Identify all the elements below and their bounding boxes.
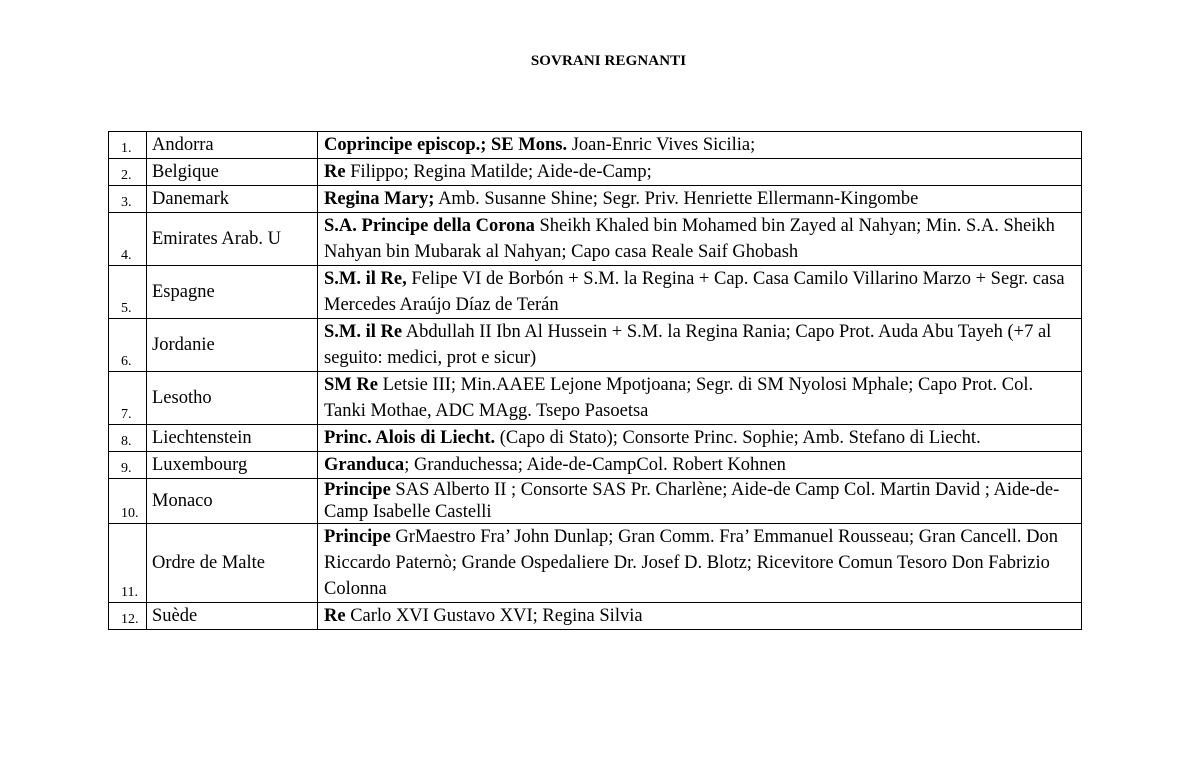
members-cell xyxy=(318,319,1082,372)
title-bold: S.A. Principe della Corona xyxy=(324,216,535,236)
members-cell xyxy=(318,186,1082,213)
members-cell xyxy=(318,213,1082,266)
members-cell xyxy=(318,425,1082,452)
table-row xyxy=(109,159,1082,186)
members-cell xyxy=(318,603,1082,630)
row-number: 11. xyxy=(109,524,147,603)
country-cell: Lesotho xyxy=(147,372,318,425)
members-text: Filippo; Regina Matilde; Aide-de-Camp; xyxy=(345,162,652,182)
title-bold: Re xyxy=(324,162,346,182)
sovereigns-table xyxy=(108,131,1082,630)
table-row xyxy=(109,319,1082,372)
row-number: 9. xyxy=(109,452,147,479)
members-text: (Capo di Stato); Consorte Princ. Sophie; Amb. Stefano di Liecht. xyxy=(495,428,981,448)
members-text: ; Granduchessa; Aide-de-CampCol. Robert Kohnen xyxy=(404,455,786,475)
title-bold: S.M. il Re xyxy=(324,322,403,342)
table-row xyxy=(109,524,1082,603)
table-row xyxy=(109,452,1082,479)
members-cell xyxy=(318,132,1082,159)
country-cell: Emirates Arab. U xyxy=(147,213,318,266)
members-cell xyxy=(318,372,1082,425)
members-text: Felipe VI de Borbón + S.M. la Regina + Cap. Casa Camilo Villarino Marzo + Segr. casa Mercedes Araújo Díaz de Terán xyxy=(324,269,1065,315)
document-title: SOVRANI REGNANTI xyxy=(530,53,687,69)
members-text: Amb. Susanne Shine; Segr. Priv. Henriette Ellermann-Kingombe xyxy=(434,189,919,209)
members-text: Abdullah II Ibn Al Hussein + S.M. la Regina Rania; Capo Prot. Auda Abu Tayeh (+7 al seguito: medici, prot e sicur) xyxy=(324,322,1052,368)
row-number: 8. xyxy=(109,425,147,452)
title-bold: Regina Mary; xyxy=(324,189,435,209)
table-row xyxy=(109,479,1082,524)
title-bold: Principe xyxy=(324,480,391,500)
row-number: 10. xyxy=(109,479,147,524)
members-cell xyxy=(318,452,1082,479)
title-bold: Principe xyxy=(324,527,391,547)
table-row xyxy=(109,266,1082,319)
row-number: 4. xyxy=(109,213,147,266)
members-text: Joan-Enric Vives Sicilia; xyxy=(567,135,756,155)
row-number: 5. xyxy=(109,266,147,319)
country-cell: Ordre de Malte xyxy=(147,524,318,603)
title-bold: SM Re xyxy=(324,375,378,395)
row-number: 2. xyxy=(109,159,147,186)
country-cell: Suède xyxy=(147,603,318,630)
country-cell: Liechtenstein xyxy=(147,425,318,452)
table-row xyxy=(109,603,1082,630)
table-row xyxy=(109,372,1082,425)
row-number: 6. xyxy=(109,319,147,372)
members-text: Letsie III; Min.AAEE Lejone Mpotjoana; Segr. di SM Nyolosi Mphale; Capo Prot. Col. Tanki Mothae, ADC MAgg. Tsepo Pasoetsa xyxy=(324,375,1034,421)
title-bold: Re xyxy=(324,606,346,626)
table-row xyxy=(109,213,1082,266)
members-text: GrMaestro Fra’ John Dunlap; Gran Comm. Fra’ Emmanuel Rousseau; Gran Cancell. Don Riccardo Paternò; Grande Ospedaliere Dr. Josef D. Blotz; Ricevitore Comun Tesoro Don Fabrizio Colonna xyxy=(324,527,1059,599)
title-bold: Princ. Alois di Liecht. xyxy=(324,428,496,448)
row-number: 3. xyxy=(109,186,147,213)
members-cell xyxy=(318,266,1082,319)
members-text: Sheikh Khaled bin Mohamed bin Zayed al Nahyan; Min. S.A. Sheikh Nahyan bin Mubarak al Nahyan; Capo casa Reale Saif Ghobash xyxy=(324,216,1055,262)
country-cell: Monaco xyxy=(147,479,318,524)
members-cell xyxy=(318,524,1082,603)
row-number: 12. xyxy=(109,603,147,630)
members-cell xyxy=(318,479,1082,524)
country-cell: Belgique xyxy=(147,159,318,186)
title-bold: S.M. il Re, xyxy=(324,269,407,289)
title-bold: Granduca xyxy=(324,455,405,475)
table-row xyxy=(109,186,1082,213)
row-number: 7. xyxy=(109,372,147,425)
table-row xyxy=(109,132,1082,159)
table-row xyxy=(109,425,1082,452)
members-text: Carlo XVI Gustavo XVI; Regina Silvia xyxy=(345,606,643,626)
country-cell: Espagne xyxy=(147,266,318,319)
country-cell: Luxembourg xyxy=(147,452,318,479)
row-number: 1. xyxy=(109,132,147,159)
title-bold: Coprincipe episcop.; SE Mons. xyxy=(324,135,568,155)
country-cell: Danemark xyxy=(147,186,318,213)
members-text: SAS Alberto II ; Consorte SAS Pr. Charlène; Aide-de Camp Col. Martin David ; Aide-de-Camp Isabelle Castelli xyxy=(324,480,1060,522)
country-cell: Andorra xyxy=(147,132,318,159)
members-cell xyxy=(318,159,1082,186)
country-cell: Jordanie xyxy=(147,319,318,372)
